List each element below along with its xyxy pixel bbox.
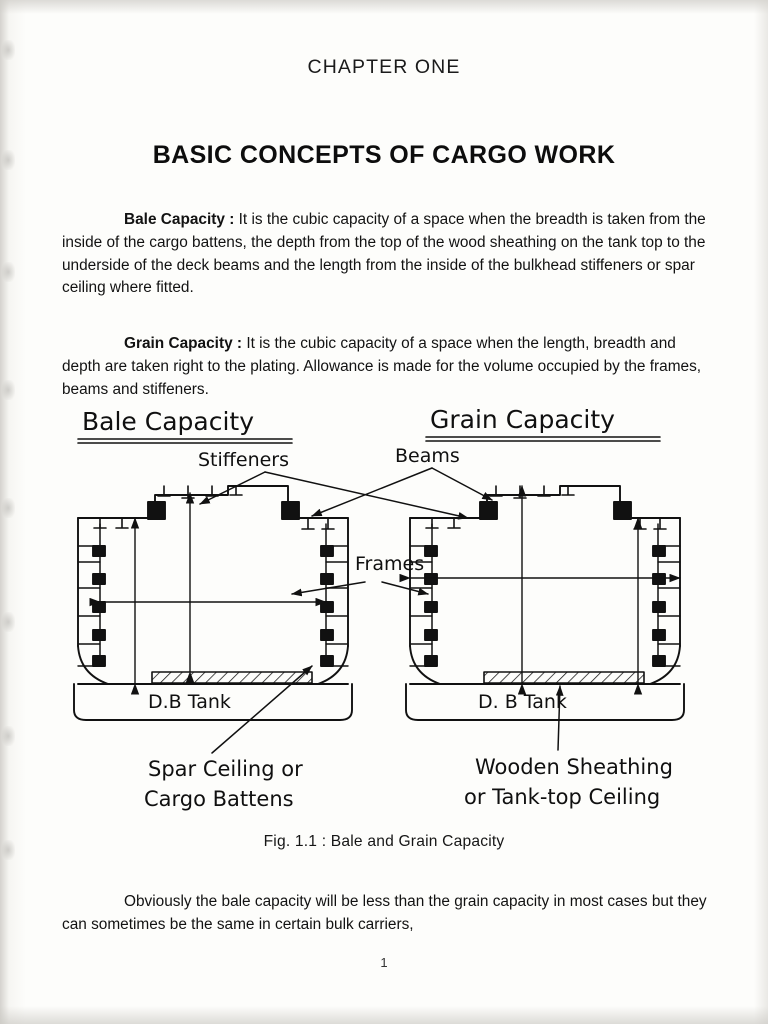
annotation-frames: Frames [355,553,425,575]
page-number: 1 [380,955,388,970]
grain-capacity-lead-in: Grain Capacity : [124,335,247,353]
right-hold-cross-section [406,486,684,720]
annotation-stiffeners: Stiffeners [198,449,290,471]
figure-drawing [60,398,720,823]
left-caption-line1: Spar Ceiling or [148,757,303,781]
right-caption-line2: or Tank-top Ceiling [464,785,661,809]
left-diagram-title: Bale Capacity [82,407,254,436]
paragraph-grain-capacity [62,333,714,401]
figure-1-1 [60,398,720,823]
grain-capacity-text: It is the cubic capacity of a space when the length, breadth and depth are taken right to the plating. Allowance is made for the volume occupied by the frames, beams and stiffeners. [62,335,702,398]
right-tank-label: D. B Tank [478,691,567,713]
paragraph-bale-capacity [62,209,714,299]
closing-text: Obviously the bale capacity will be less than the grain capacity in most cases but they can sometimes be the same in certain bulk carriers, [62,893,707,933]
right-caption-line1: Wooden Sheathing [475,755,673,779]
annotation-beams: Beams [395,445,460,467]
bale-capacity-lead-in: Bale Capacity : [124,211,239,229]
left-tank-label: D.B Tank [148,691,231,713]
figure-caption: Fig. 1.1 : Bale and Grain Capacity [263,833,505,850]
paragraph-closing [62,891,714,936]
bale-capacity-text: It is the cubic capacity of a space when the breadth is taken from the inside of the cargo battens, the depth from the top of the wood sheathing on the tank top to the underside of the deck beams and the length from the inside of the bulkhead stiffeners or spar ceiling where fitted. [62,211,706,297]
left-caption-line2: Cargo Battens [144,787,294,811]
left-wood-sheathing [152,672,312,683]
left-hold-cross-section [74,486,352,720]
page-title: BASIC CONCEPTS OF CARGO WORK [152,140,616,169]
right-diagram-title: Grain Capacity [430,405,615,434]
chapter-label: CHAPTER ONE [307,56,461,78]
right-wood-sheathing [484,672,644,683]
